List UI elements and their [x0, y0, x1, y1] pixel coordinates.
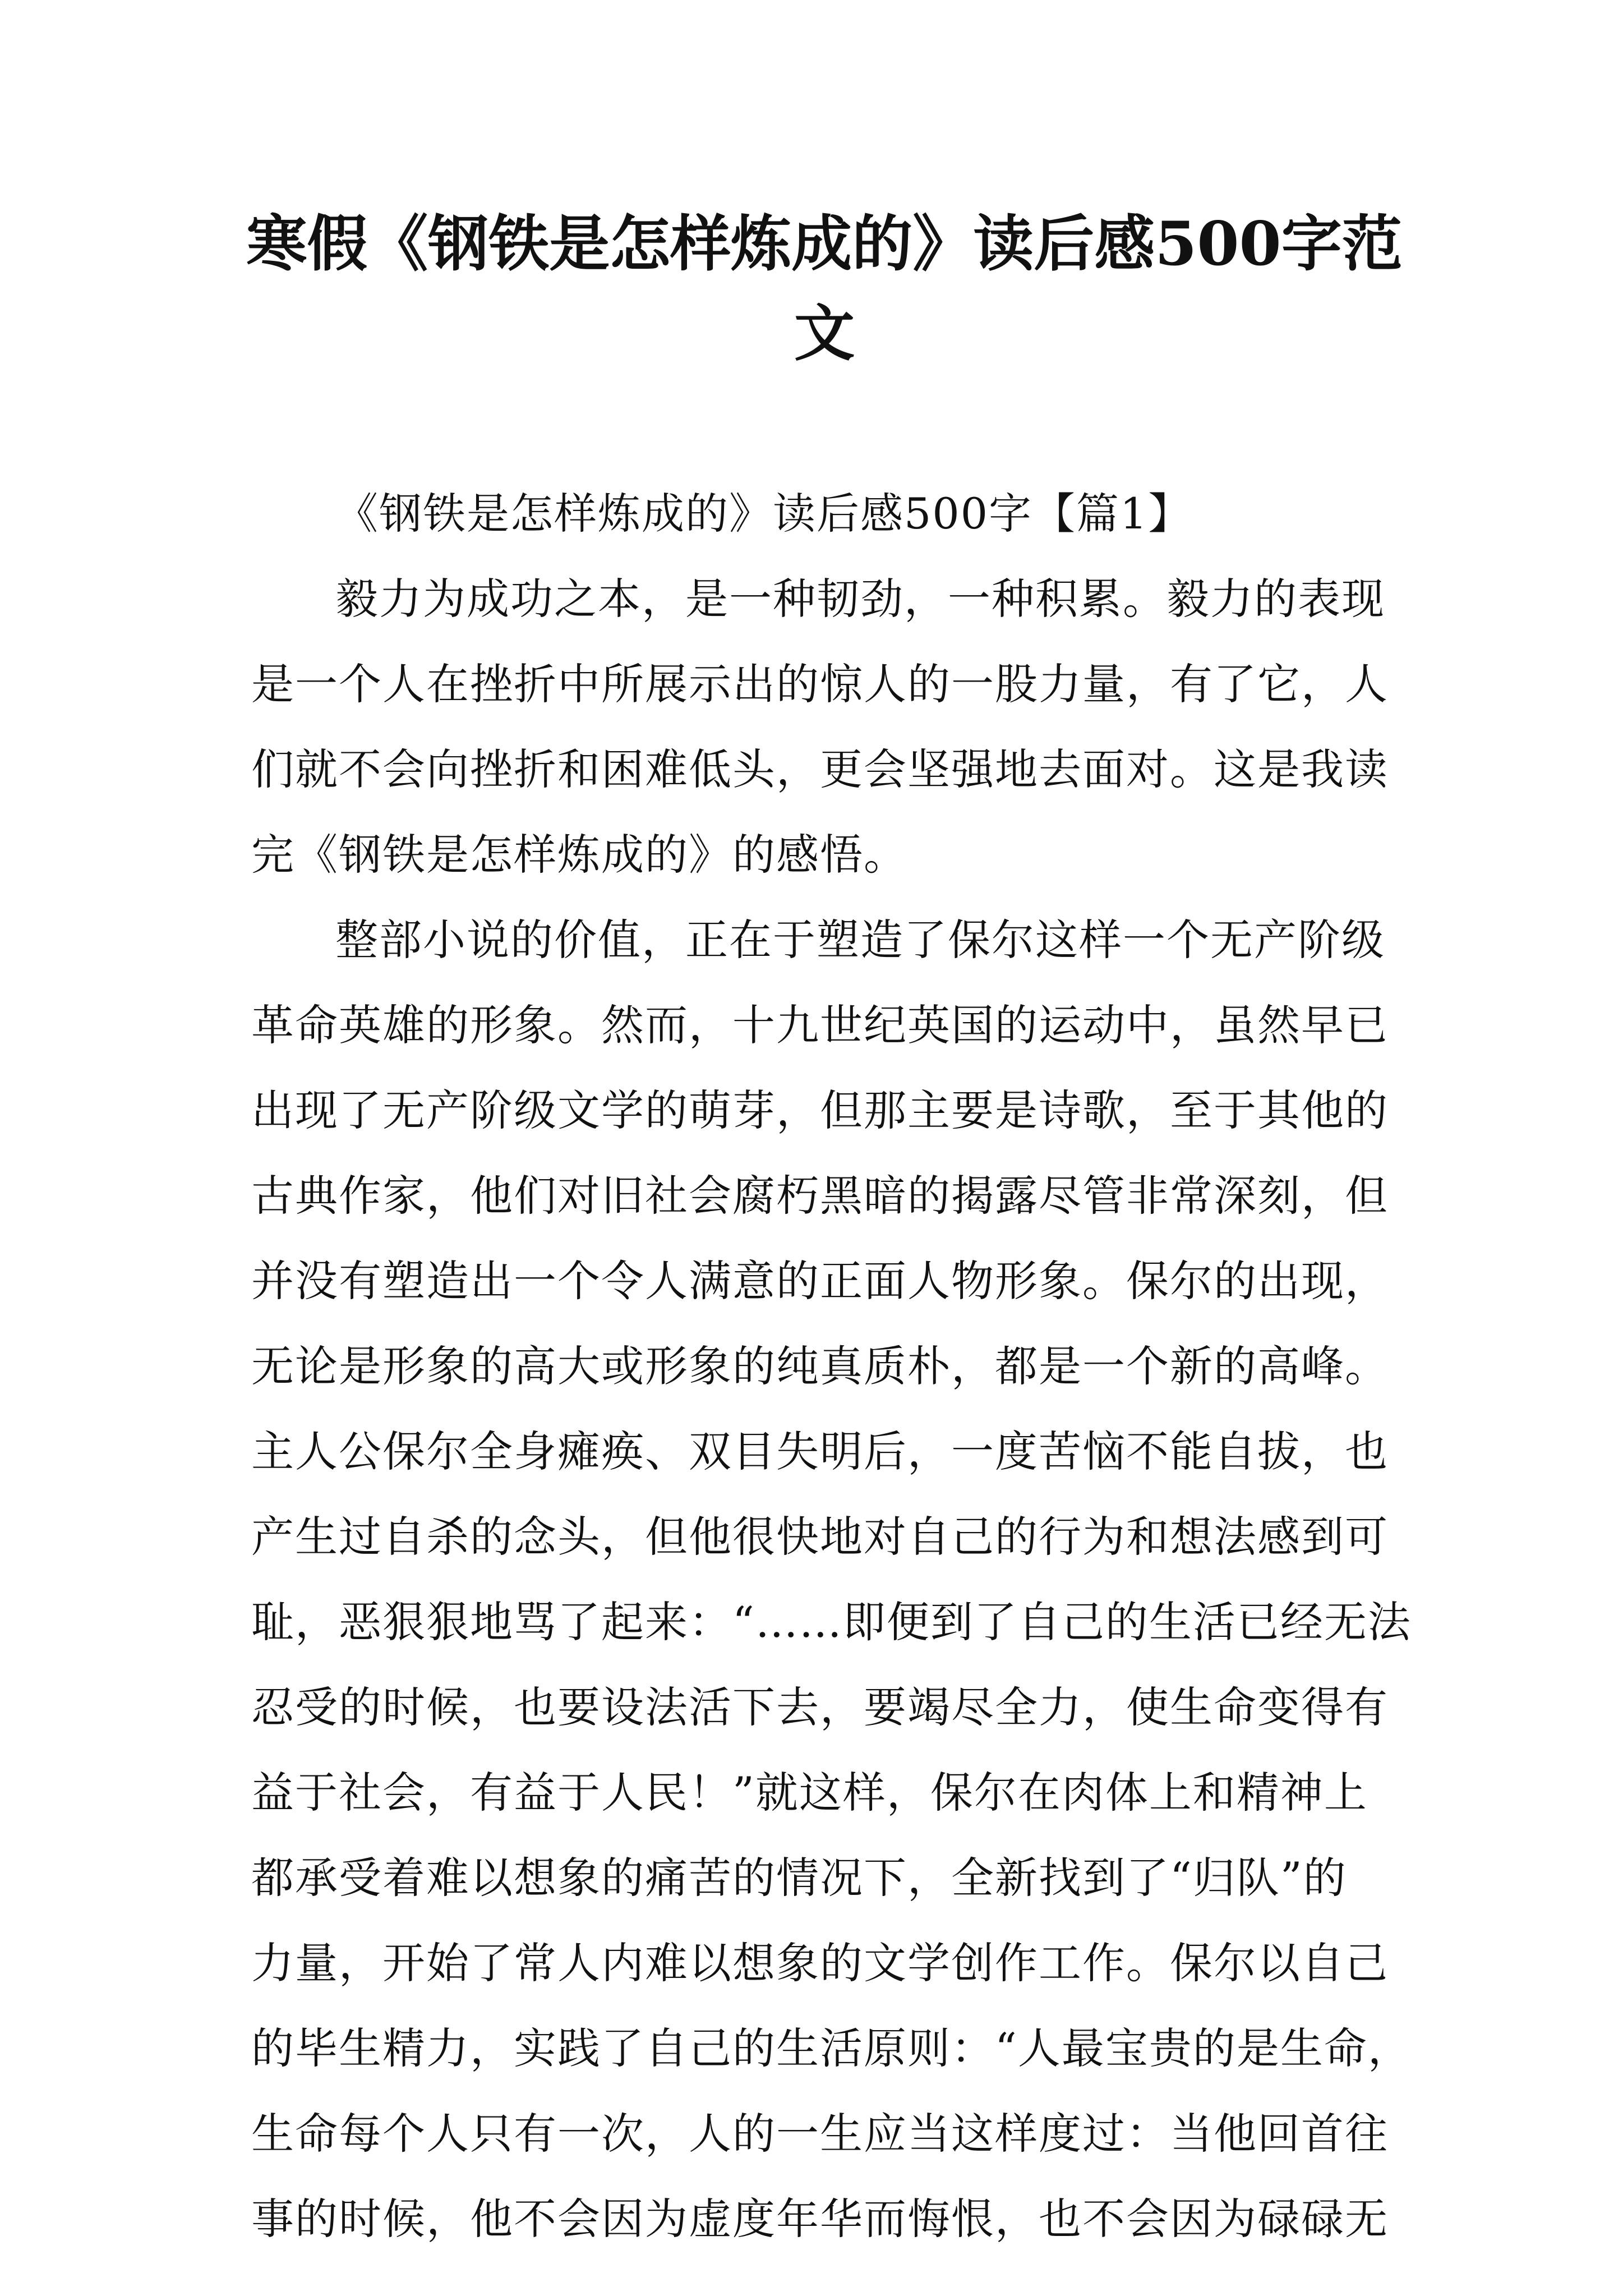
paragraph-line: 古典作家，他们对旧社会腐朽黑暗的揭露尽管非常深刻，但 [251, 1171, 1389, 1221]
paragraph-line: 的毕生精力，实践了自己的生活原则：“人最宝贵的是生命， [251, 2023, 1412, 2073]
paragraph-line: 主人公保尔全身瘫痪、双目失明后，一度苦恼不能自拔，也 [251, 1427, 1389, 1476]
section-heading: 《钢铁是怎样炼成的》读后感500字【篇1】 [335, 489, 1192, 539]
paragraph-line: 并没有塑造出一个令人满意的正面人物形象。保尔的出现， [251, 1256, 1389, 1306]
paragraph-line: 出现了无产阶级文学的萌芽，但那主要是诗歌，至于其他的 [251, 1085, 1389, 1135]
paragraph-line: 是一个人在挫折中所展示出的惊人的一股力量，有了它，人 [251, 659, 1389, 709]
paragraph-line: 事的时候，他不会因为虚度年华而悔恨，也不会因为碌碌无 [251, 2194, 1389, 2244]
paragraph-line: 生命每个人只有一次，人的一生应当这样度过：当他回首往 [251, 2109, 1389, 2159]
paragraph-line: 耻，恶狠狠地骂了起来：“……即便到了自己的生活已经无法 [251, 1597, 1412, 1647]
title-line: 寒假《钢铁是怎样炼成的》读后感500字范 [246, 209, 1403, 279]
paragraph-line: 益于社会，有益于人民！”就这样，保尔在肉体上和精神上 [251, 1768, 1368, 1818]
document-body [251, 471, 1412, 2262]
paragraph-line: 们就不会向挫折和困难低头，更会坚强地去面对。这是我读 [251, 744, 1389, 794]
paragraph-line: 整部小说的价值，正在于塑造了保尔这样一个无产阶级 [335, 915, 1385, 965]
paragraph-line: 完《钢铁是怎样炼成的》的感悟。 [251, 830, 907, 880]
paragraph-line: 力量，开始了常人内难以想象的文学创作工作。保尔以自己 [251, 1938, 1389, 1988]
paragraph-line: 忍受的时候，也要设法活下去，要竭尽全力，使生命变得有 [251, 1682, 1389, 1732]
document-title [241, 199, 1408, 379]
title-line: 文 [794, 298, 855, 369]
paragraph-line: 无论是形象的高大或形象的纯真质朴，都是一个新的高峰。 [251, 1341, 1389, 1391]
paragraph-line: 毅力为成功之本，是一种韧劲，一种积累。毅力的表现 [335, 574, 1385, 624]
paragraph-line: 革命英雄的形象。然而，十九世纪英国的运动中，虽然早已 [251, 1000, 1389, 1050]
paragraph-line: 产生过自杀的念头，但他很快地对自己的行为和想法感到可 [251, 1512, 1389, 1562]
paragraph-line: 都承受着难以想象的痛苦的情况下，全新找到了“归队”的 [251, 1853, 1347, 1903]
